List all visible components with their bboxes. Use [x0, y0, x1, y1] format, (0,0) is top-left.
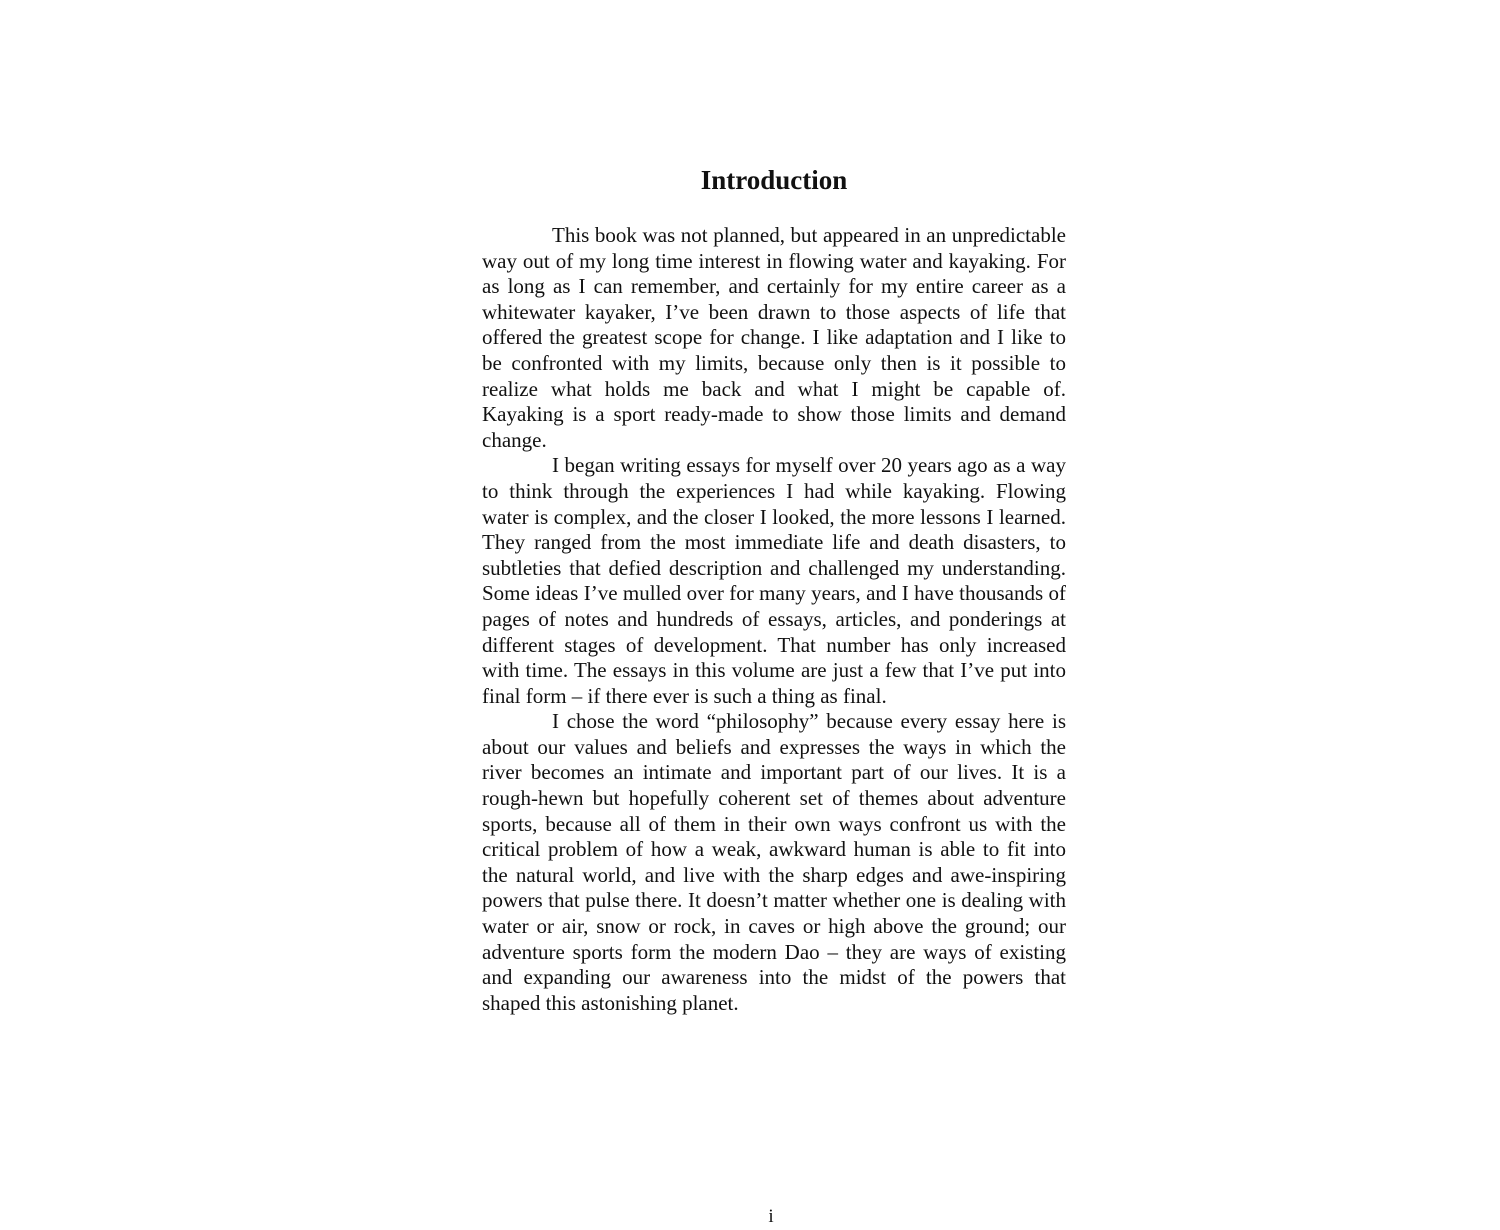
paragraph-2: I began writing essays for myself over 20 years ago as a way to think through the experiences I had while kayaking. Flowing water is complex, and the closer I looked, the more lessons I learned. They ranged from the most immediate life and death disasters, to subtleties that defied description and challenged my understanding. Some ideas I’ve mulled over for many years, and I have thousands of pages of notes and hundreds of essays, articles, and ponderings at different stages of development. That number has only increased with time. The essays in this volume are just a few that I’ve put into final form – if there ever is such a thing as final.	[482, 453, 1066, 708]
page-title: Introduction	[700, 165, 848, 195]
body-text	[482, 223, 1066, 1016]
paragraph-3: I chose the word “philosophy” because every essay here is about our values and beliefs and expresses the ways in which the river becomes an intimate and important part of our lives. It is a rough-hewn but hopefully coherent set of themes about adventure sports, because all of them in their own ways confront us with the critical problem of how a weak, awkward human is able to fit into the natural world, and live with the sharp edges and awe-inspiring powers that pulse there. It doesn’t matter whether one is dealing with water or air, snow or rock, in caves or high above the ground; our adventure sports form the modern Dao – they are ways of existing and expanding our awareness into the midst of the powers that shaped this astonishing planet.	[482, 709, 1066, 1015]
page-number: i	[768, 1206, 774, 1227]
paragraph-1: This book was not planned, but appeared in an unpredictable way out of my long time interest in flowing water and kayaking. For as long as I can remember, and certainly for my entire career as a whitewater kayaker, I’ve been drawn to those aspects of life that offered the greatest scope for change. I like adaptation and I like to be confronted with my limits, because only then is it possible to realize what holds me back and what I might be capable of. Kayaking is a sport ready-made to show those limits and demand change.	[482, 223, 1066, 452]
